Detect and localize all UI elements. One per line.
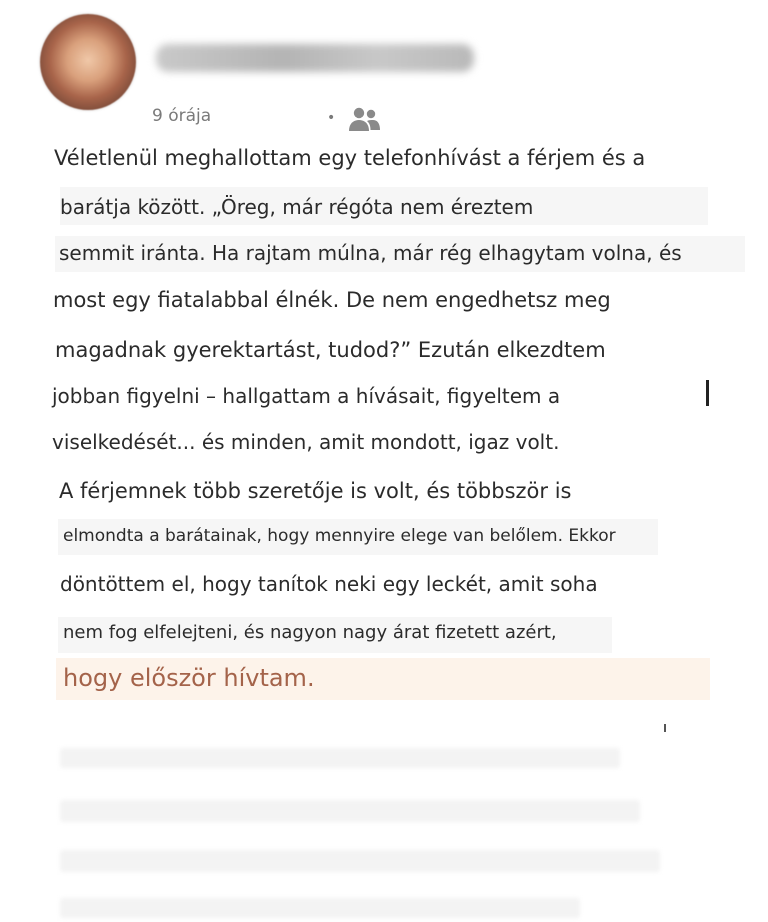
post-text-line: viselkedését... és minden, amit mondott, igaz volt. (52, 430, 560, 454)
faded-line (60, 850, 660, 872)
post-text-line: magadnak gyerektartást, tudod?” Ezután elkezdtem (55, 338, 606, 362)
author-name-redacted[interactable] (156, 44, 474, 72)
post-text-line: döntöttem el, hogy tanítok neki egy leckét, amit soha (60, 572, 598, 596)
text-cursor (706, 380, 709, 406)
faded-line (60, 748, 620, 768)
post-text-line: semmit iránta. Ha rajtam múlna, már rég elhagytam volna, és (59, 241, 682, 265)
post-text-line: barátja között. „Öreg, már régóta nem éreztem (60, 195, 534, 219)
post-text-line: A férjemnek több szeretője is volt, és többször is (59, 479, 572, 503)
post-text-line: Véletlenül meghallottam egy telefonhívást a férjem és a (54, 146, 646, 170)
post-text-line: elmondta a barátainak, hogy mennyire elege van belőlem. Ekkor (63, 526, 616, 546)
post-text-highlight[interactable]: hogy először hívtam. (63, 664, 315, 692)
post-text-line: most egy fiatalabbal élnék. De nem engedhetsz meg (53, 288, 611, 312)
faded-line (60, 800, 640, 822)
avatar[interactable] (40, 14, 136, 110)
faded-line (60, 898, 580, 918)
post-text-line: nem fog elfelejteni, és nagyon nagy árat fizetett azért, (63, 622, 557, 643)
artifact-mark (664, 724, 666, 732)
post-text-line: jobban figyelni – hallgattam a hívásait, figyeltem a (52, 384, 561, 408)
people-group-icon[interactable] (346, 104, 382, 134)
post-timestamp[interactable]: 9 órája (152, 106, 212, 126)
meta-separator: • (327, 110, 336, 126)
